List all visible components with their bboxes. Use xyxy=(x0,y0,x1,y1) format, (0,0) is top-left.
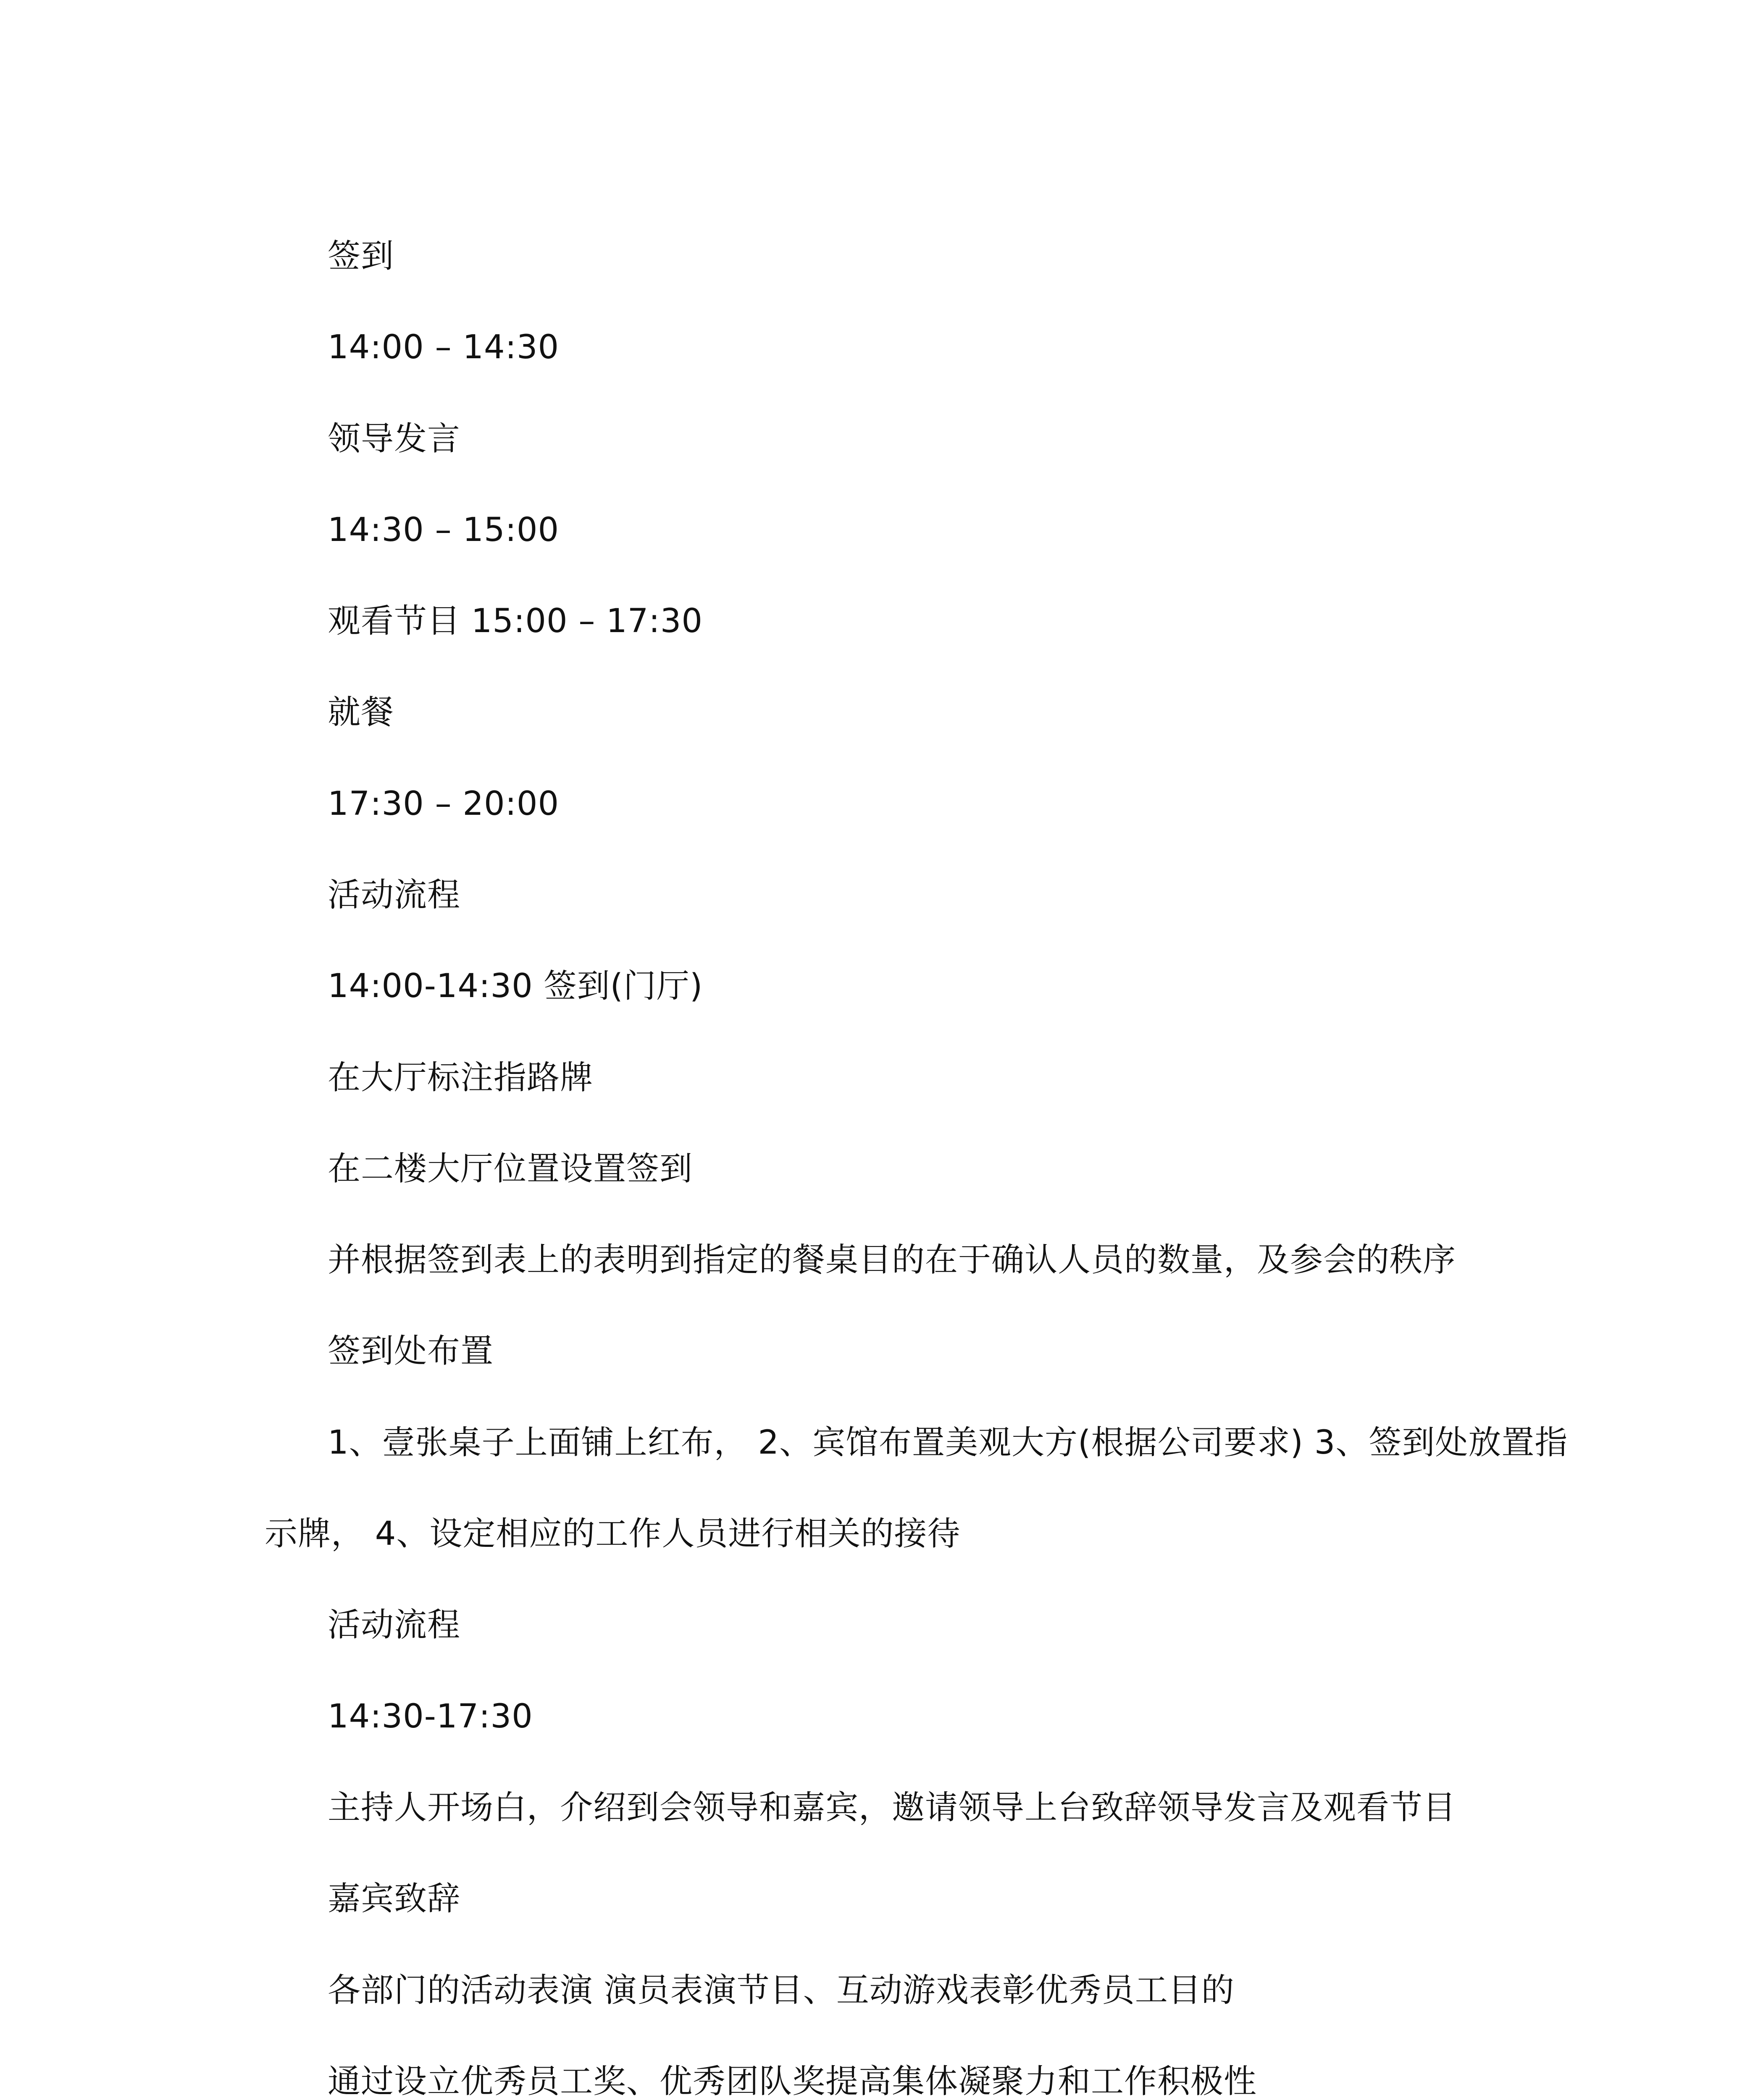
text-line-second-floor-signin: 在二楼大厅位置设置签到 xyxy=(328,1150,693,1188)
text-line-dining-time: 17:30 – 20:00 xyxy=(328,785,560,823)
text-line-guest-speech: 嘉宾致辞 xyxy=(328,1880,461,1918)
text-line-signin-time: 14:00 – 14:30 xyxy=(328,328,560,366)
text-line-department-performance: 各部门的活动表演 演员表演节目、互动游戏表彰优秀员工目的 xyxy=(328,1971,1235,2009)
text-line-layout-items-1: 1、壹张桌子上面铺上红布， 2、宾馆布置美观大方(根据公司要求) 3、签到处放置指 xyxy=(328,1424,1568,1462)
text-line-program-time: 14:30-17:30 xyxy=(328,1698,533,1735)
text-line-layout-items-2: 示牌， 4、设定相应的工作人员进行相关的接待 xyxy=(265,1515,961,1553)
text-line-activity-process: 活动流程 xyxy=(328,876,461,914)
text-line-leader-speech: 领导发言 xyxy=(328,420,461,458)
text-line-awards-purpose: 通过设立优秀员工奖、优秀团队奖提高集体凝聚力和工作积极性 xyxy=(328,2063,1257,2100)
text-line-signin-table-purpose: 并根据签到表上的表明到指定的餐桌目的在于确认人员的数量，及参会的秩序 xyxy=(328,1241,1456,1279)
text-line-signin-title: 签到 xyxy=(328,237,394,275)
text-line-lobby-signs: 在大厅标注指路牌 xyxy=(328,1059,594,1097)
text-line-watch-program: 观看节目 15:00 – 17:30 xyxy=(328,602,703,640)
text-line-activity-process-2: 活动流程 xyxy=(328,1606,461,1644)
text-line-host-opening: 主持人开场白，介绍到会领导和嘉宾，邀请领导上台致辞领导发言及观看节目 xyxy=(328,1789,1456,1827)
text-line-dining: 就餐 xyxy=(328,693,394,731)
text-line-signin-lobby: 14:00-14:30 签到(门厅) xyxy=(328,967,703,1005)
text-line-signin-layout: 签到处布置 xyxy=(328,1332,494,1370)
text-line-speech-time: 14:30 – 15:00 xyxy=(328,511,560,549)
